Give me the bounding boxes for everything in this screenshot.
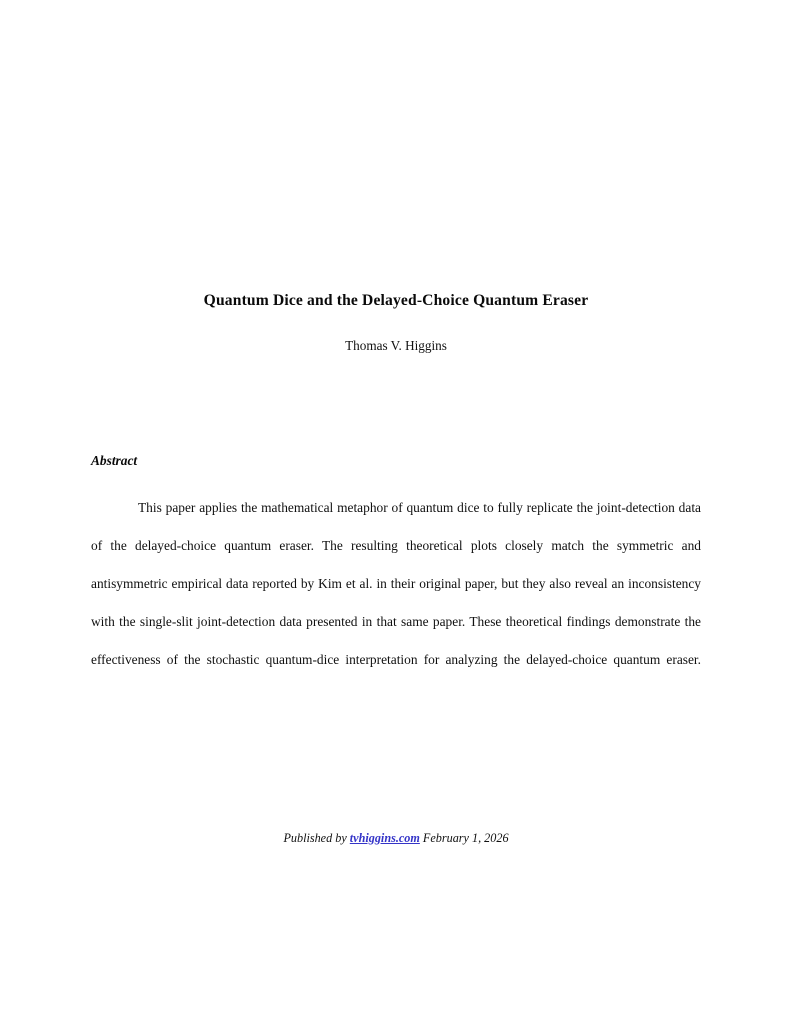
author-name: Thomas V. Higgins	[345, 338, 447, 353]
footer-publication-line	[91, 831, 701, 846]
abstract-text: This paper applies the mathematical metaphor of quantum dice to fully replicate the joint-detection data of the delayed-choice quantum eraser. The resulting theoretical plots closely match the symmetric and antisymmetric empirical data reported by Kim et al. in their original paper, but they also reveal an inconsistency with the single-slit joint-detection data presented in that same paper. These theoretical findings demonstrate the effectiveness of the stochastic quantum-dice interpretation for analyzing the delayed-choice quantum eraser.	[91, 500, 701, 667]
page-title: Quantum Dice and the Delayed-Choice Quantum Eraser	[203, 292, 589, 309]
abstract-heading: Abstract	[91, 453, 138, 468]
footer-publication-date: February 1, 2026	[419, 831, 509, 845]
footer-prefix: Published by	[283, 831, 350, 845]
publisher-website-link[interactable]: tvhiggins.com	[349, 831, 420, 845]
page-content	[91, 0, 701, 1024]
